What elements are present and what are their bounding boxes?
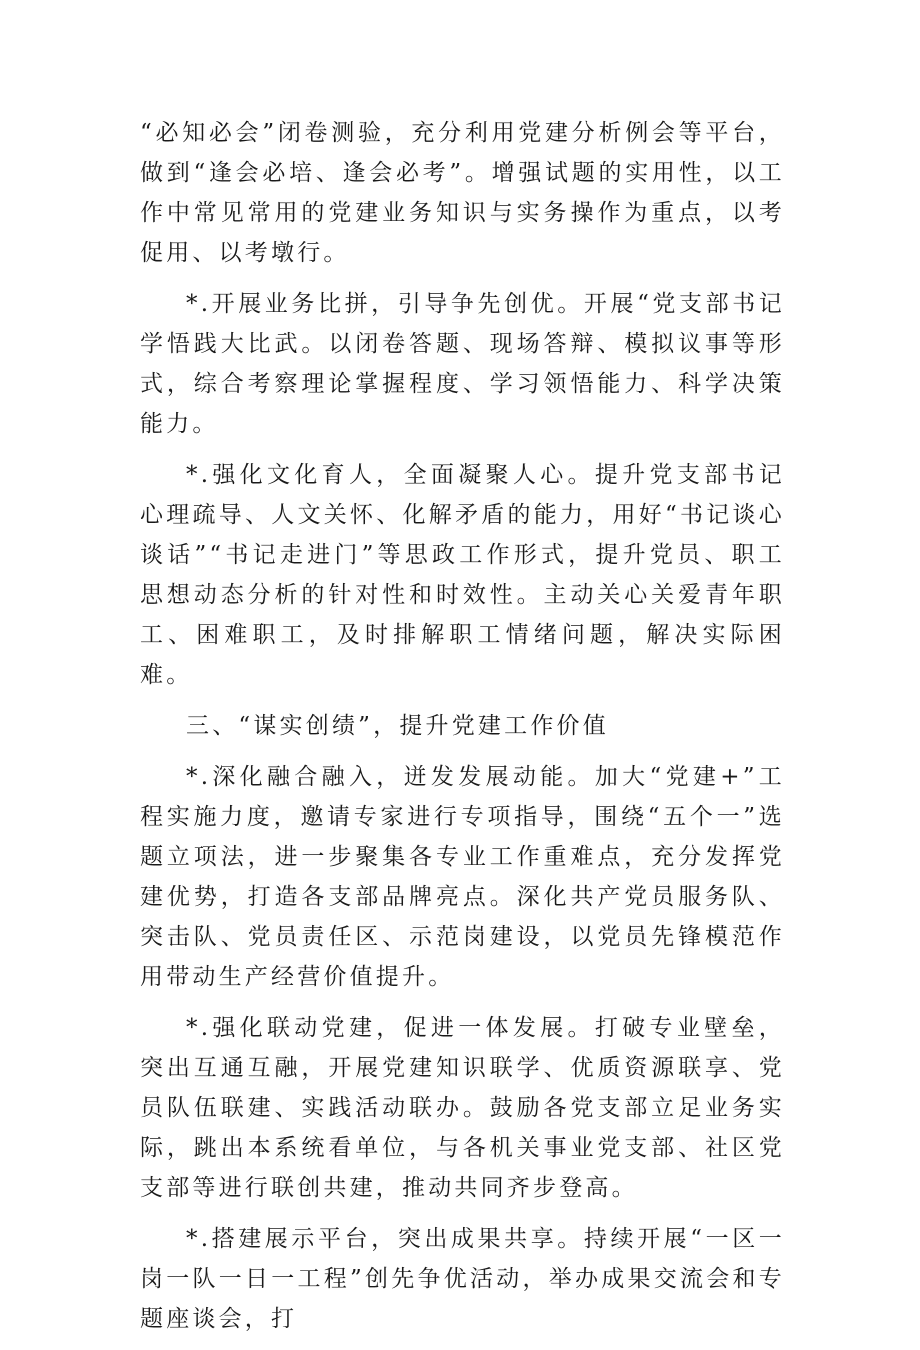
paragraph-continued-exam: “必知必会”闭卷测验，充分利用党建分析例会等平台，做到“逢会必培、逢会必考”。增强试题的实用性，以工作中常见常用的党建业务知识与实务操作为重点，以考促用、以考墩行。 — [140, 120, 785, 266]
paragraph-display-platform: *.搭建展示平台，突出成果共享。持续开展“一区一岗一队一日一工程”创先争优活动，举办成果交流会和专题座谈会，打 — [140, 1226, 785, 1332]
document-body — [140, 113, 785, 1350]
paragraph-cultural-education: *.强化文化育人，全面凝聚人心。提升党支部书记心理疏导、人文关怀、化解矛盾的能力，用好“书记谈心谈话”“书记走进门”等思政工作形式，提升党员、职工思想动态分析的针对性和时效性。主动关心关爱青年职工、困难职工，及时排解职工情绪问题，解决实际困难。 — [140, 462, 785, 688]
paragraph-business-competition: *.开展业务比拼，引导争先创优。开展“党支部书记学悟践大比武。以闭卷答题、现场答辩、模拟议事等形式，综合考察理论掌握程度、学习领悟能力、科学决策能力。 — [140, 291, 785, 437]
paragraph-linked-party-building: *.强化联动党建，促进一体发展。打破专业壁垒，突出互通互融，开展党建知识联学、优质资源联享、党员队伍联建、实践活动联办。鼓励各党支部立足业务实际，跳出本系统看单位，与各机关事业党支部、社区党支部等进行联创共建，推动共同齐步登高。 — [140, 1015, 785, 1201]
paragraph-deepen-integration: *.深化融合融入，迸发发展动能。加大“党建+”工程实施力度，邀请专家进行专项指导，围绕“五个一”选题立项法，进一步聚集各专业工作重难点，充分发挥党建优势，打造各支部品牌亮点。深化共产党员服务队、突击队、党员责任区、示范岗建设，以党员先锋模范作用带动生产经营价值提升。 — [140, 764, 785, 990]
section-heading-three: 三、“谋实创绩”，提升党建工作价值 — [186, 713, 609, 739]
